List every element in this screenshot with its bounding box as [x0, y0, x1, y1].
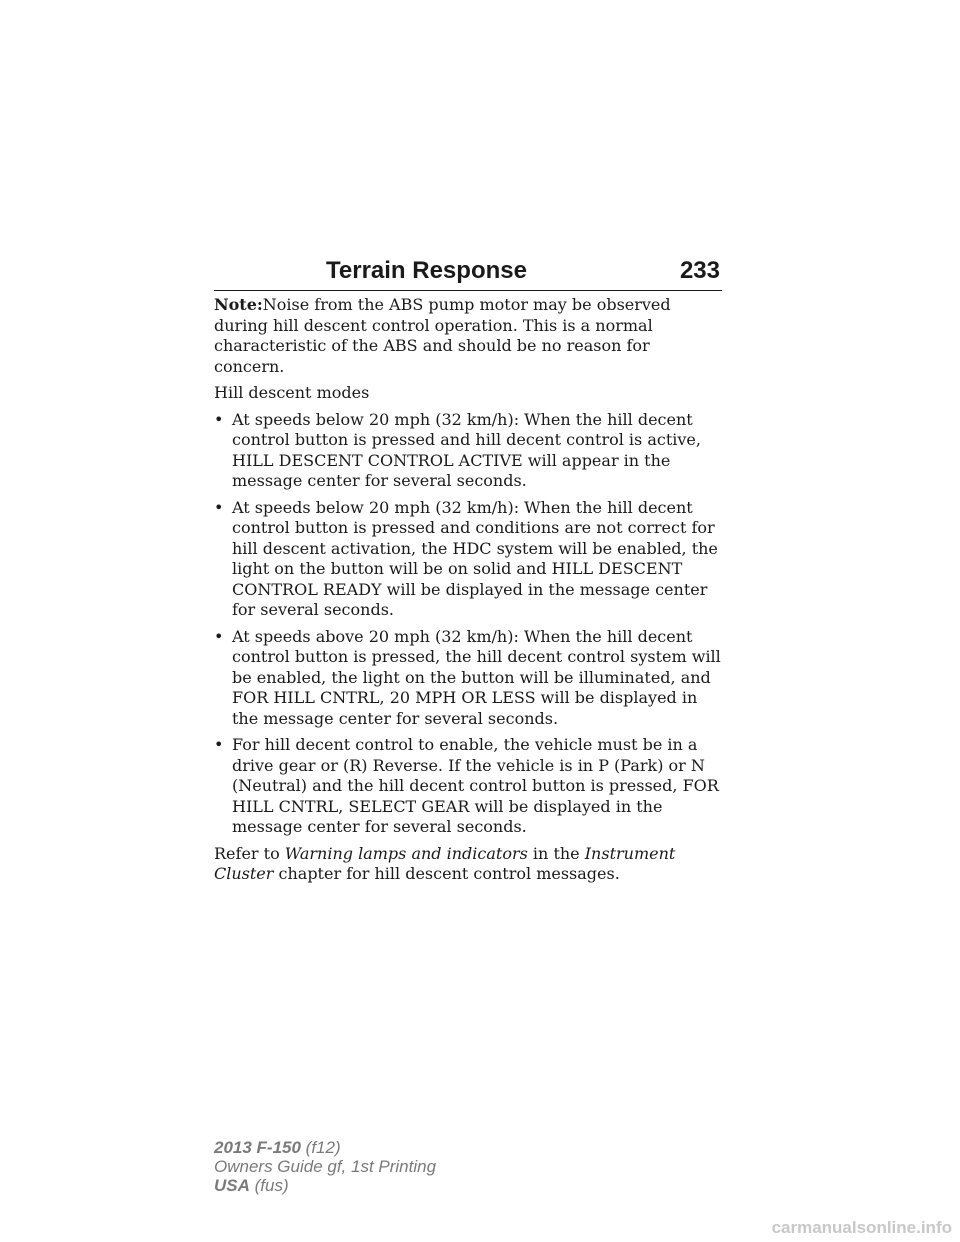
note-label: Note: [214, 295, 263, 314]
bullet-icon: • [214, 497, 224, 517]
refer-link-instrument-cluster: Instrument Cluster [214, 843, 676, 883]
note-text: Noise from the ABS pump motor may be observed during hill descent control operation. This is a normal characteristic of the ABS and should be no reason for concern. [214, 295, 671, 376]
publication-footer [214, 1138, 436, 1195]
modes-heading: Hill descent modes [214, 383, 370, 402]
footer-line-edition: Owners Guide gf, 1st Printing [214, 1157, 437, 1176]
footer-line-model [214, 1138, 436, 1157]
list-item [214, 627, 724, 730]
footer-market-code: (fus) [249, 1176, 289, 1195]
list-item-text: At speeds below 20 mph (32 km/h): When the hill decent control button is pressed and conditions are not correct for hill descent activation, the HDC system will be enabled, the light on the button will be on solid and HILL DESCENT CONTROL READY will be displayed in the message center for several seconds. [232, 497, 718, 619]
refer-prefix: Refer to [214, 843, 285, 863]
refer-middle: in the [527, 843, 585, 863]
watermark: carmanualsonline.info [771, 1218, 952, 1237]
refer-paragraph [214, 844, 724, 885]
list-item-text: At speeds above 20 mph (32 km/h): When the hill decent control button is pressed, the hill decent control system will be enabled, the light on the button will be illuminated, and FOR HILL CNTRL, 20 MPH OR LESS will be displayed in the message center for several seconds. [232, 626, 721, 728]
list-item [214, 498, 724, 621]
footer-model-code: (f12) [300, 1138, 341, 1157]
list-item-text: For hill decent control to enable, the vehicle must be in a drive gear or (R) Reverse. If the vehicle is in P (Park) or N (Neutral) and the hill decent control button is pressed, FOR HILL CNTRL, SELECT GEAR will be displayed in the message center for several seconds. [232, 735, 719, 836]
footer-model: 2013 F-150 [214, 1138, 301, 1157]
list-item [214, 735, 724, 838]
page-content [214, 295, 724, 891]
refer-link-warning-lamps: Warning lamps and indicators [284, 843, 528, 863]
modes-list [214, 410, 724, 838]
bullet-icon: • [214, 735, 224, 754]
page-header [214, 254, 722, 291]
footer-line-market [214, 1176, 436, 1195]
bullet-icon: • [214, 409, 224, 429]
page-number: 233 [679, 257, 720, 284]
list-item [214, 410, 724, 492]
bullet-icon: • [214, 626, 224, 646]
note-paragraph [214, 295, 724, 377]
footer-market: USA [214, 1176, 250, 1195]
section-title: Terrain Response [326, 257, 527, 284]
refer-suffix: chapter for hill descent control messages. [273, 864, 620, 883]
list-item-text: At speeds below 20 mph (32 km/h): When the hill decent control button is pressed and hill decent control is active, HILL DESCENT CONTROL ACTIVE will appear in the message center for several seconds. [232, 409, 701, 490]
